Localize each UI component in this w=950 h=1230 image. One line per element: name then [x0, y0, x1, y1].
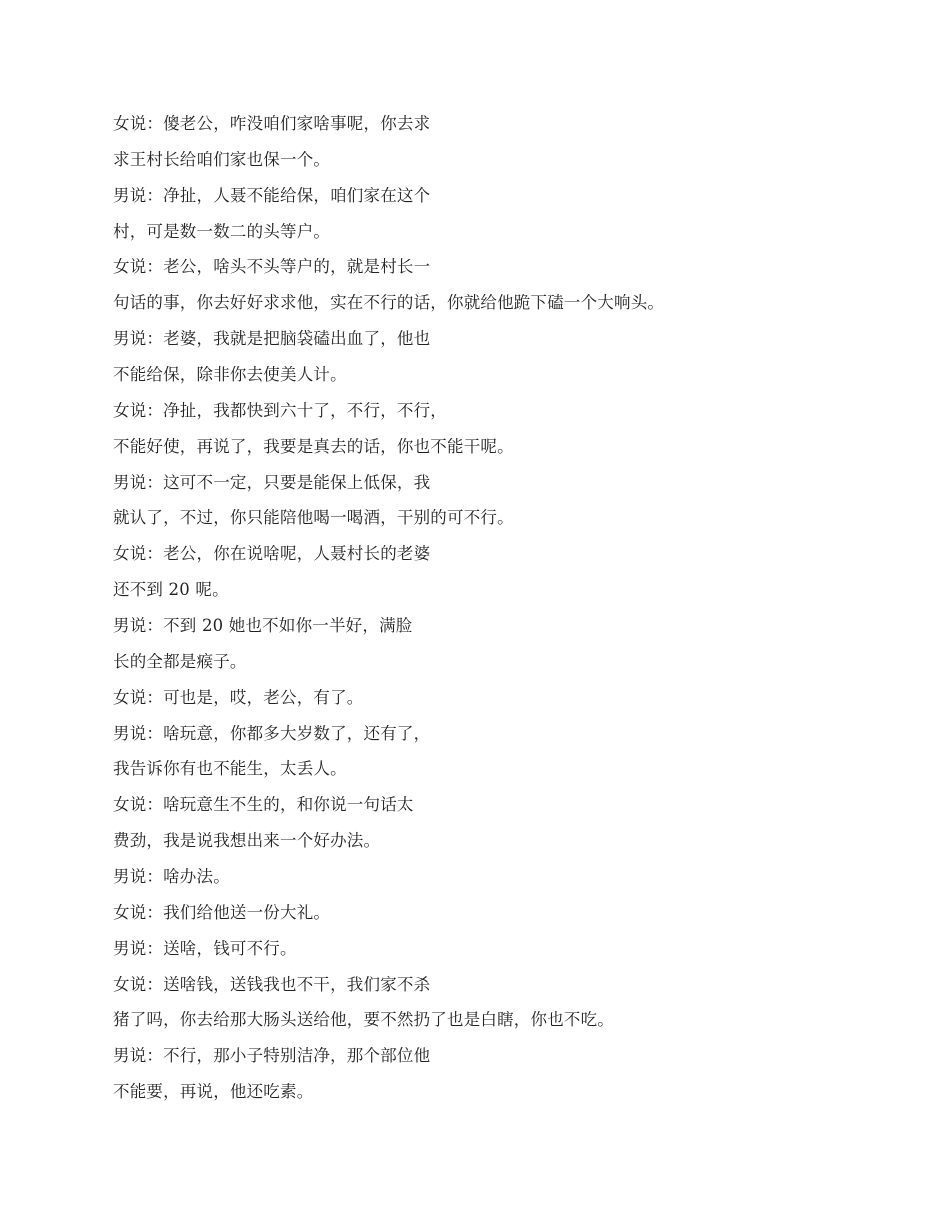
- text-line: 女说：可也是，哎，老公，有了。: [113, 687, 364, 707]
- text-line: 求王村长给咱们家也保一个。: [113, 149, 331, 169]
- text-line: 男说：啥办法。: [113, 867, 230, 887]
- text-line: 猪了吗，你去给那大肠头送给他，要不然扔了也是白瞎，你也不吃。: [113, 1010, 614, 1030]
- text-line: 男说：不到 20 她也不如你一半好，满脸: [113, 616, 413, 636]
- text-line: 长的全都是瘊子。: [113, 651, 247, 671]
- text-line: 男说：这可不一定，只要是能保上低保，我: [113, 472, 431, 492]
- text-line: 女说：老公，你在说啥呢，人聂村长的老婆: [113, 544, 431, 564]
- dialogue-text: [113, 112, 664, 1116]
- text-line: 村，可是数一数二的头等户。: [113, 221, 331, 241]
- text-line: 不能要，再说，他还吃素。: [113, 1082, 314, 1102]
- text-line: 女说：傻老公，咋没咱们家啥事呢，你去求: [113, 114, 431, 133]
- text-line: 不能好使，再说了，我要是真去的话，你也不能干呢。: [113, 436, 514, 456]
- text-line: 男说：啥玩意，你都多大岁数了，还有了，: [113, 723, 431, 743]
- text-line: 不能给保，除非你去使美人计。: [113, 365, 347, 385]
- text-line: 我告诉你有也不能生，太丢人。: [113, 759, 347, 779]
- text-line: 女说：老公，啥头不头等户的，就是村长一: [113, 257, 431, 277]
- text-line: 女说：净扯，我都快到六十了，不行，不行，: [113, 400, 447, 420]
- text-line: 还不到 20 呢。: [113, 580, 229, 600]
- text-line: 女说：送啥钱，送钱我也不干，我们家不杀: [113, 974, 431, 994]
- text-line: 男说：送啥，钱可不行。: [113, 938, 297, 958]
- text-line: 女说：啥玩意生不生的，和你说一句话太: [113, 795, 414, 815]
- text-line: 就认了，不过，你只能陪他喝一喝酒，干别的可不行。: [113, 508, 514, 528]
- text-line: 费劲，我是说我想出来一个好办法。: [113, 831, 381, 851]
- text-line: 男说：不行，那小子特别洁净，那个部位他: [113, 1046, 431, 1066]
- text-line: 女说：我们给他送一份大礼。: [113, 902, 331, 922]
- text-line: 句话的事，你去好好求求他，实在不行的话，你就给他跪下磕一个大响头。: [113, 293, 665, 313]
- text-line: 男说：老婆，我就是把脑袋磕出血了，他也: [113, 329, 431, 349]
- text-line: 男说：净扯，人聂不能给保，咱们家在这个: [113, 185, 431, 205]
